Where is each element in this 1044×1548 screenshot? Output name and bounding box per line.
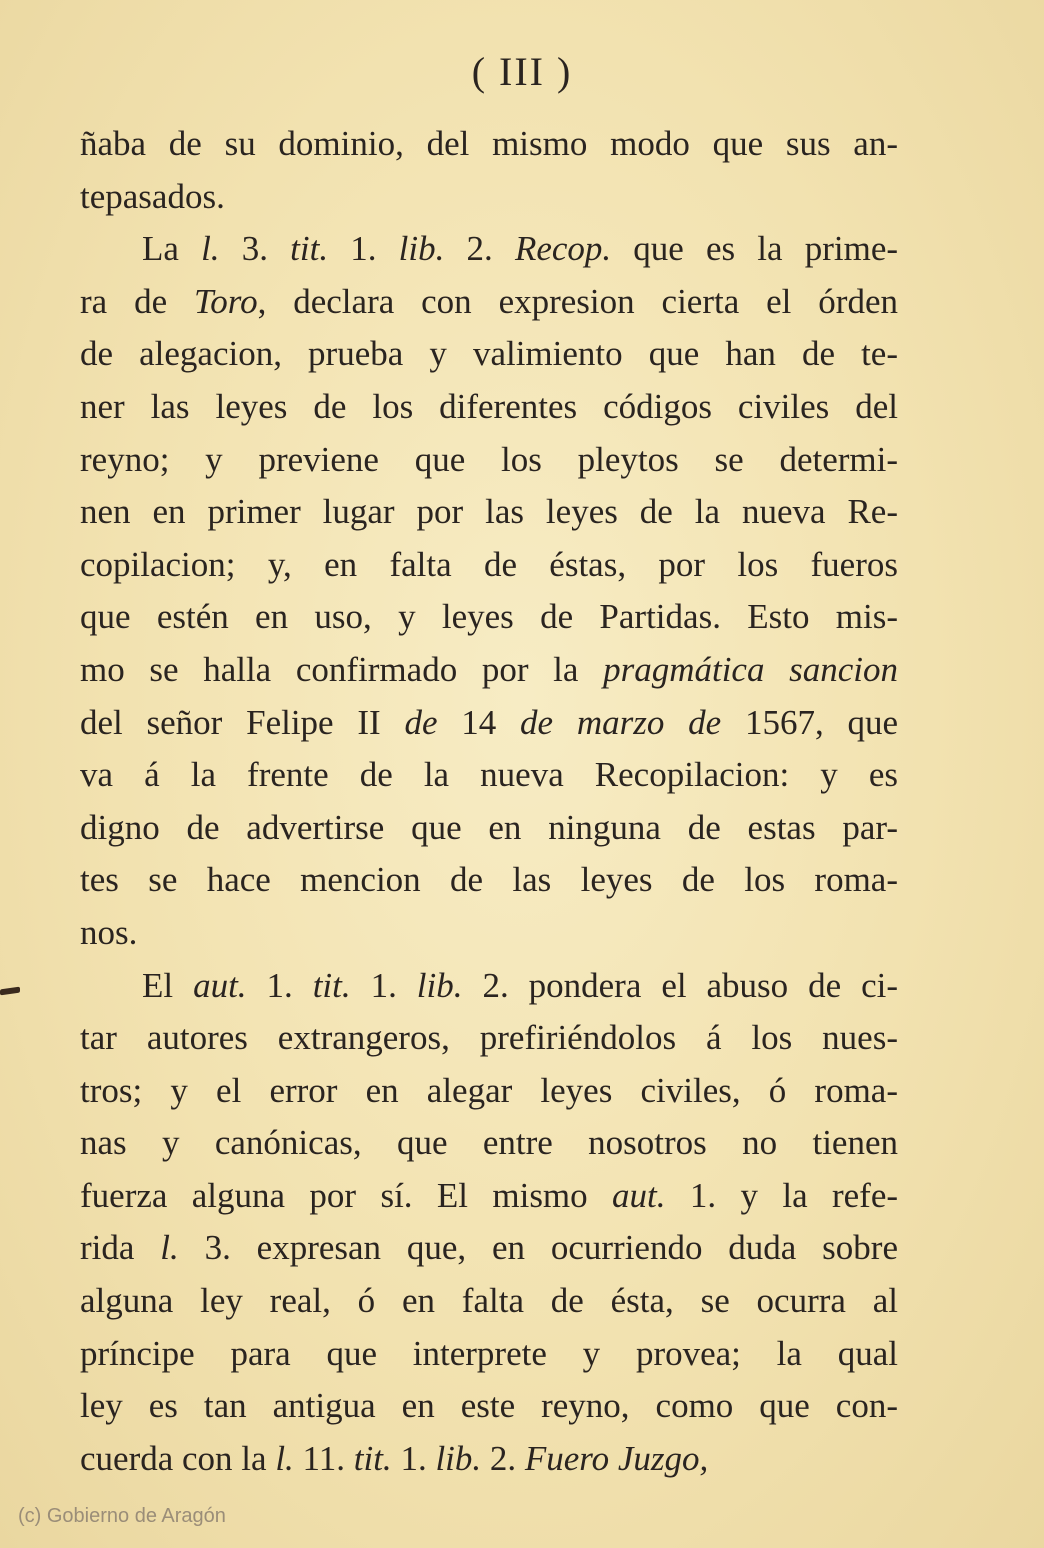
text-segment: digno de advertirse que en ninguna de estas par- [80,807,898,847]
italic-segment: lib. [435,1438,482,1478]
text-line [80,644,898,697]
text-line [80,1380,898,1433]
text-segment: rida [80,1228,161,1268]
text-line [80,1012,898,1065]
text-line [80,1222,898,1275]
text-segment: copilacion; y, en falta de éstas, por los fueros [80,544,898,584]
text-segment: príncipe para que interprete y provea; la qual [80,1333,898,1373]
text-segment: nen en primer lugar por las leyes de la nueva Re- [80,492,898,532]
italic-segment: de [404,702,438,742]
text-segment: que estén en uso, y leyes de Partidas. Esto mis- [80,597,898,637]
italic-segment: tit. [290,229,329,269]
text-segment: 2. [481,1438,525,1478]
text-segment: La [142,229,202,269]
text-line [80,171,898,224]
text-line [80,854,898,907]
text-line [80,1328,898,1381]
text-line [80,434,898,487]
text-line [80,118,898,171]
text-segment: de alegacion, prueba y valimiento que han de te- [80,334,898,374]
text-line [80,328,898,381]
text-segment: del señor Felipe II [80,702,405,742]
italic-segment: Recop. [514,229,612,269]
text-line [80,486,898,539]
italic-segment: lib. [416,965,463,1005]
text-segment: 11. [293,1438,354,1478]
text-line [80,697,898,750]
text-line [80,591,898,644]
italic-segment: l. [275,1438,294,1478]
text-segment: , declara con expresion cierta el órden [257,281,898,321]
text-segment: 1. [246,965,313,1005]
text-line [80,960,898,1013]
text-segment: tros; y el error en alegar leyes civiles, ó roma- [80,1070,898,1110]
body-text [80,118,898,1485]
italic-segment: tit. [312,965,351,1005]
italic-segment: de marzo de [520,702,722,742]
text-line [80,1275,898,1328]
text-line [80,802,898,855]
text-segment: fuerza alguna por sí. El mismo [80,1175,613,1215]
text-segment: ra de [80,281,195,321]
italic-segment: Toro [194,281,258,321]
text-segment: 1. [328,229,399,269]
italic-segment: pragmática sancion [603,649,898,689]
italic-segment: Fuero Juzgo, [524,1438,709,1478]
text-segment: que es la prime- [611,229,898,269]
italic-segment: aut. [612,1175,666,1215]
text-line [80,539,898,592]
text-line [80,381,898,434]
text-segment: 3. [219,229,291,269]
text-segment: 1. [391,1438,436,1478]
text-segment: mo se halla confirmado por la [80,649,604,689]
text-line [80,1065,898,1118]
text-segment: ñaba de su dominio, del mismo modo que sus an- [80,124,898,163]
text-segment: tepasados. [80,176,225,216]
text-line [80,749,898,802]
italic-segment: l. [201,229,220,269]
text-line [80,1117,898,1170]
text-line [80,907,898,960]
italic-segment: tit. [353,1438,392,1478]
italic-segment: lib. [398,229,445,269]
text-segment: ner las leyes de los diferentes códigos civiles del [80,386,898,426]
text-segment: tar autores extrangeros, prefiriéndolos á los nues- [80,1018,898,1058]
text-segment: nos. [80,912,138,952]
italic-segment: l. [160,1228,179,1268]
text-line [80,223,898,276]
text-segment: reyno; y previene que los pleytos se determi- [80,439,898,479]
copyright-watermark: (c) Gobierno de Aragón [18,1505,226,1527]
text-segment: va á la frente de la nueva Recopilacion: y es [80,755,898,795]
text-segment: alguna ley real, ó en falta de ésta, se ocurra al [80,1281,898,1321]
text-segment: nas y canónicas, que entre nosotros no tienen [80,1123,898,1163]
text-segment: 14 [437,702,521,742]
text-line [80,276,898,329]
text-segment: 2. pondera el abuso de ci- [462,965,898,1005]
text-segment: 1. [350,965,417,1005]
text-line [80,1433,898,1486]
text-segment: El [142,965,194,1005]
text-segment: 1. y la refe- [665,1175,898,1215]
text-segment: 1567, que [721,702,898,742]
page-number: ( III ) [471,49,573,94]
italic-segment: aut. [193,965,247,1005]
text-segment: 3. expresan que, en ocurriendo duda sobre [178,1228,898,1268]
text-line [80,1170,898,1223]
text-segment: cuerda con la [80,1438,276,1478]
text-segment: tes se hace mencion de las leyes de los roma- [80,860,898,900]
text-segment: 2. [444,229,515,269]
margin-mark [0,987,20,996]
text-segment: ley es tan antigua en este reyno, como que con- [80,1386,898,1426]
